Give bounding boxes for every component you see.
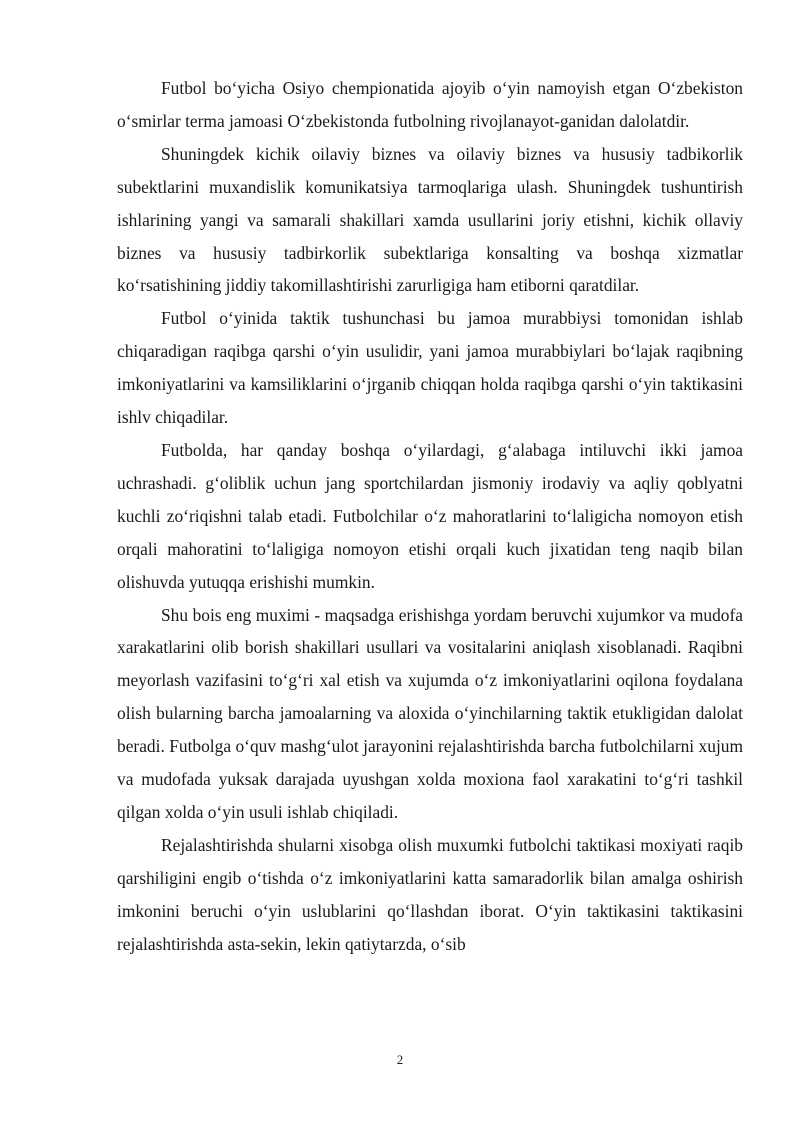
paragraph: Futbol o‘yinida taktik tushunchasi bu jamoa murabbiysi tomonidan ishlab chiqaradigan raqibga qarshi o‘yin usulidir, yani jamoa murabbiylari bo‘lajak raqibning imkoniyatlarini va kamsiliklarini o‘jrganib chiqqan holda raqibga qarshi o‘yin taktikasini ishlv chiqadilar.	[117, 308, 743, 428]
paragraph: Shuningdek kichik oilaviy biznes va oilaviy biznes va hususiy tadbikorlik subektlarini muxandislik komunikatsiya tarmoqlariga ulash. Shuningdek tushuntirish ishlarining yangi va samarali shakillari xamda usullarini joriy etishni, kichik ollaviy biznes va hususiy tadbirkorlik subektlariga konsalting va boshqa xizmatlar ko‘rsatishining jiddiy takomillashtirishi zarurligiga ham etiborni qaratdilar.	[117, 143, 743, 296]
paragraph: Futbol bo‘yicha Osiyo chempionatida ajoyib o‘yin namoyish etgan O‘zbekiston o‘smirlar terma jamoasi O‘zbekistonda futbolning rivojlanayot-ganidan dalolatdir.	[117, 78, 743, 131]
page-number: 2	[396, 1052, 404, 1067]
paragraph: Shu bois eng muximi - maqsadga erishishga yordam beruvchi xujumkor va mudofa xarakatlarini olib borish shakillari usullari va vositalarini aniqlash xisoblanadi. Raqibni meyorlash vazifasini to‘g‘ri xal etish va xujumda o‘z imkoniyatlarini oqilona foydalana olish bularning barcha jamoalarning va aloxida o‘yinchilarning taktik etukligidan dalolat beradi. Futbolga o‘quv mashg‘ulot jarayonini rejalashtirishda barcha futbolchilarni xujum va mudofada yuksak darajada uyushgan xolda moxiona faol xarakatini to‘g‘ri tashkil qilgan xolda o‘yin usuli ishlab chiqiladi.	[117, 604, 743, 822]
paragraph: Futbolda, har qanday boshqa o‘yilardagi, g‘alabaga intiluvchi ikki jamoa uchrashadi. g‘oliblik uchun jang sportchilardan jismoniy irodaviy va aqliy qoblyatni kuchli zo‘riqishni talab etadi. Futbolchilar o‘z mahoratlarini to‘laligicha nomoyon etish orqali mahoratini to‘laligiga nomoyon etishi orqali kuch jixatidan teng naqib bilan olishuvda yutuqqa erishishi mumkin.	[117, 439, 743, 592]
paragraph: Rejalashtirishda shularni xisobga olish muxumki futbolchi taktikasi moxiyati raqib qarshiligini engib o‘tishda o‘z imkoniyatlarini katta samaradorlik bilan amalga oshirish imkonini beruchi o‘yin uslublarini qo‘llashdan iborat. O‘yin taktikasini taktikasini rejalashtirishda asta-sekin, lekin qatiytarzda, o‘sib	[117, 834, 743, 954]
body-text	[117, 72, 743, 960]
